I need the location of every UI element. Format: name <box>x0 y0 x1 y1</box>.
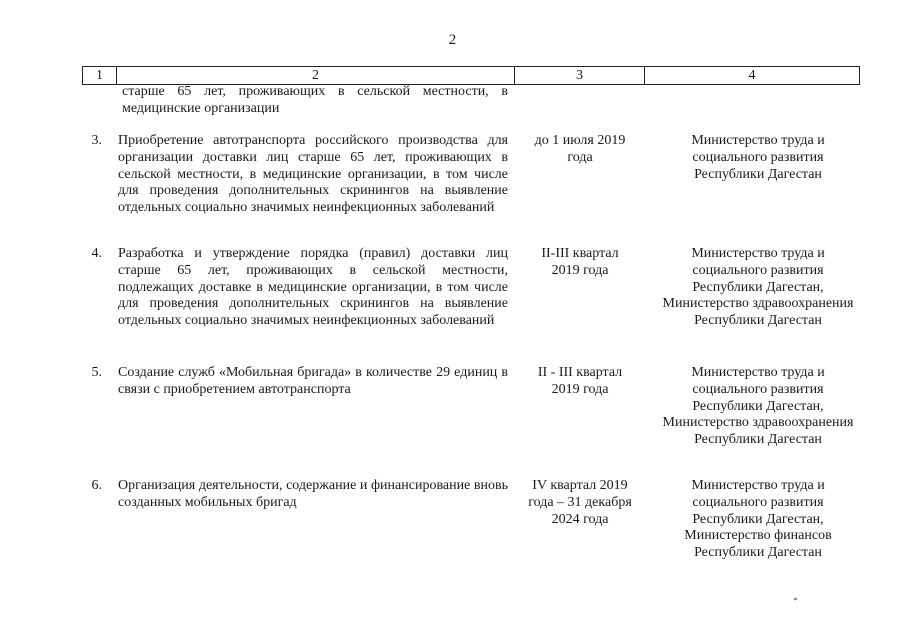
header-col-2: 2 <box>117 67 515 84</box>
row-deadline: до 1 июля 2019 года <box>534 133 626 165</box>
header-col-4: 4 <box>748 68 756 83</box>
row-responsible: Министерство труда и социального развития Республики Дагестан <box>691 133 825 182</box>
scan-speck <box>794 597 798 600</box>
row-responsible: Министерство труда и социального развития Республики Дагестан, Министерство здравоохранения Республики Дагестан <box>662 365 854 448</box>
header-col-3: 3 <box>515 67 645 84</box>
row-number: 3. <box>91 133 102 148</box>
row-description: Приобретение автотранспорта российского производства для организации доставки лиц старше 65 лет, проживающих в сельской местности, в медицинские организации, в том числе для проведения дополнительных скринингов на выявление отдельных социально значимых неинфекционных заболеваний <box>118 133 508 216</box>
row-description: Разработка и утверждение порядка (правил) доставки лиц старше 65 лет, проживающих в сельской местности, подлежащих доставке в медицинские организации, в том числе для проведения дополнительных скринингов на выявление отдельных социально значимых неинфекционных заболеваний <box>118 246 508 329</box>
row-number: 5. <box>91 365 102 380</box>
row-responsible: Министерство труда и социального развития Республики Дагестан, Министерство финансов Республики Дагестан <box>684 478 832 561</box>
row-description: Организация деятельности, содержание и финансирование вновь созданных мобильных бригад <box>118 478 508 510</box>
row-deadline: IV квартал 2019 года – 31 декабря 2024 года <box>528 478 632 527</box>
row-description: Создание служб «Мобильная бригада» в количестве 29 единиц в связи с приобретением автотранспорта <box>118 365 508 397</box>
page-number: 2 <box>448 32 457 48</box>
row-deadline: II-III квартал 2019 года <box>541 246 619 278</box>
row-deadline: II - III квартал 2019 года <box>537 365 623 397</box>
row-number: 4. <box>91 246 102 261</box>
table-header <box>82 66 860 85</box>
header-col-1: 1 <box>83 67 117 84</box>
row-number: 6. <box>91 478 102 493</box>
row-responsible: Министерство труда и социального развития Республики Дагестан, Министерство здравоохранения Республики Дагестан <box>662 246 854 329</box>
row-description: старше 65 лет, проживающих в сельской местности, в медицинские организации <box>122 84 508 116</box>
